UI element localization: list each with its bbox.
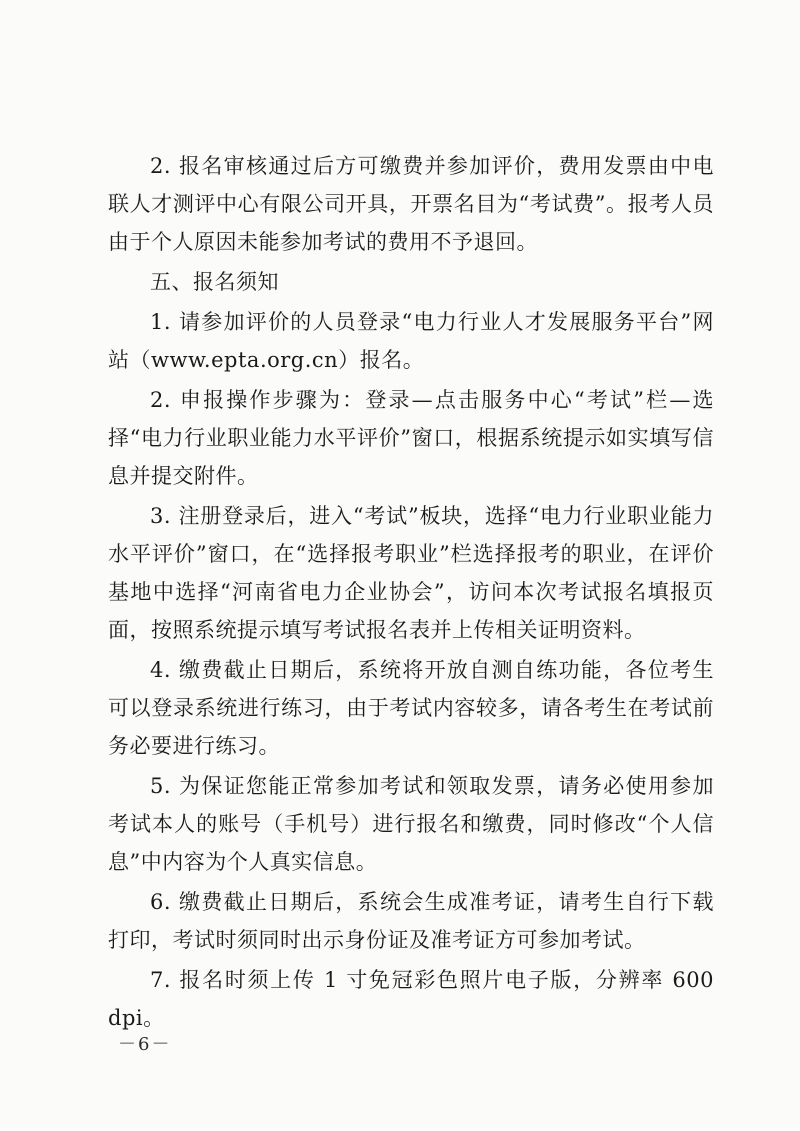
section-heading-registration-notice: 五、报名须知 (150, 270, 279, 294)
paragraph-notice-photo: 7. 报名时须上传 1 寸免冠彩色照片电子版，分辨率 600 dpi。 (108, 968, 714, 1030)
paragraph-fee-invoice: 2. 报名审核通过后方可缴费并参加评价，费用发票由中电联人才测评中心有限公司开具，开票名目为“考试费”。报考人员由于个人原因未能参加考试的费用不予退回。 (108, 154, 714, 254)
page-number: －6－ (118, 1034, 172, 1055)
paragraph-notice-account: 5. 为保证您能正常参加考试和领取发票，请务必使用参加考试本人的账号（手机号）进行报名和缴费，同时修改“个人信息”中内容为个人真实信息。 (108, 774, 714, 874)
paragraph-notice-admission-ticket: 6. 缴费截止日期后，系统会生成准考证，请考生自行下载打印，考试时须同时出示身份证及准考证方可参加考试。 (108, 890, 714, 952)
paragraph-notice-practice: 4. 缴费截止日期后，系统将开放自测自练功能，各位考生可以登录系统进行练习，由于考试内容较多，请各考生在考试前务必要进行练习。 (108, 658, 714, 758)
paragraph-notice-steps: 2. 申报操作步骤为：登录—点击服务中心“考试”栏—选择“电力行业职业能力水平评价”窗口，根据系统提示如实填写信息并提交附件。 (108, 388, 714, 488)
paragraph-notice-registration: 3. 注册登录后，进入“考试”板块，选择“电力行业职业能力水平评价”窗口，在“选择报考职业”栏选择报考的职业，在评价基地中选择“河南省电力企业协会”，访问本次考试报名填报页面，按照系统提示填写考试报名表并上传相关证明资料。 (108, 504, 714, 642)
document-body (108, 147, 714, 1037)
paragraph-notice-website: 1. 请参加评价的人员登录“电力行业人才发展服务平台”网站（www.epta.org.cn）报名。 (108, 310, 714, 372)
